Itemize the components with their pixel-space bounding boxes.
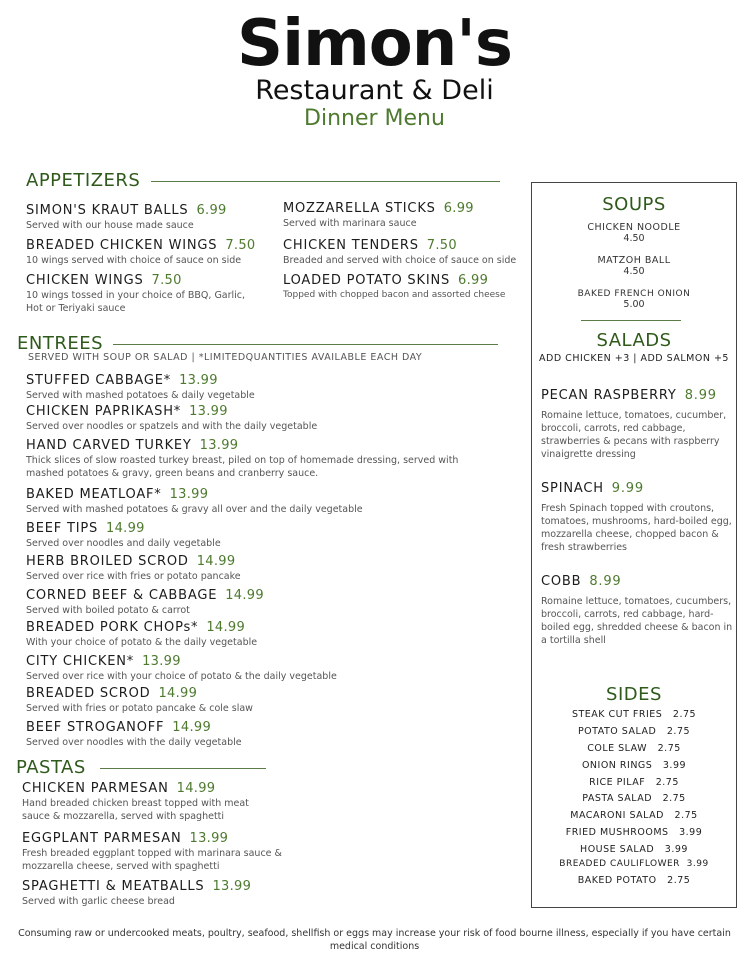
- menu-item: [26, 203, 276, 232]
- soup-item: [531, 255, 737, 277]
- item-price: 14.99: [176, 781, 216, 796]
- restaurant-subtitle: Restaurant & Deli: [255, 75, 494, 106]
- item-price: 9.99: [611, 481, 644, 496]
- item-name: CHICKEN PAPRIKASH*: [26, 404, 182, 419]
- item-name: CHICKEN PARMESAN: [22, 781, 169, 796]
- menu-item: [26, 620, 496, 649]
- item-price: 3.99: [662, 760, 687, 771]
- item-description: 10 wings tossed in your choice of BBQ, Garlic, Hot or Teriyaki sauce: [26, 290, 246, 314]
- menu-item: [26, 238, 276, 267]
- allergy-disclaimer: Consuming raw or undercooked meats, poultry, seafood, shellfish or eggs may increase your risk of food bourne illness, especially if you have certain medical conditions: [18, 928, 731, 952]
- item-price: 13.99: [189, 831, 229, 846]
- menu-item: [26, 720, 496, 749]
- side-item: [531, 875, 737, 886]
- item-price: 13.99: [169, 487, 209, 502]
- item-price: 3.99: [679, 827, 703, 838]
- item-name: CHICKEN WINGS: [26, 273, 144, 288]
- item-name: PASTA SALAD: [582, 793, 653, 804]
- pastas-heading: PASTAS: [16, 757, 86, 778]
- item-name: CITY CHICKEN*: [26, 654, 135, 669]
- menu-item: [22, 879, 322, 908]
- item-description: Thick slices of slow roasted turkey breast, piled on top of homemade dressing, served with mashed potatoes & gravy, green beans and cranberry sauce.: [26, 455, 459, 479]
- item-description: Fresh Spinach topped with croutons, tomatoes, mushrooms, hard-boiled egg, mozzarella cheese, chopped bacon & fresh strawberries: [541, 503, 732, 553]
- side-item: [531, 726, 737, 737]
- item-price: 14.99: [172, 720, 212, 735]
- menu-title: Dinner Menu: [304, 106, 445, 131]
- item-description: With your choice of potato & the daily vegetable: [26, 637, 258, 648]
- soup-item: [531, 289, 737, 310]
- item-price: 3.99: [664, 844, 688, 855]
- item-description: Served with garlic cheese bread: [22, 896, 175, 907]
- item-name: LOADED POTATO SKINS: [283, 273, 451, 288]
- item-price: 14.99: [106, 521, 145, 536]
- menu-item: [26, 373, 496, 402]
- item-name: BEEF TIPS: [26, 521, 99, 536]
- appetizers-heading: APPETIZERS: [26, 170, 141, 191]
- item-price: 5.00: [623, 299, 645, 310]
- item-description: Served over noodles with the daily vegetable: [26, 737, 242, 748]
- menu-item: [283, 201, 533, 230]
- side-item: [531, 793, 737, 804]
- item-description: Served with mashed potatoes & daily vegetable: [26, 390, 255, 401]
- item-description: Hand breaded chicken breast topped with meat sauce & mozzarella, served with spaghetti: [22, 798, 249, 822]
- item-price: 14.99: [158, 686, 198, 701]
- item-name: STUFFED CABBAGE*: [26, 373, 172, 388]
- side-item: [531, 810, 737, 821]
- item-price: 2.75: [662, 793, 686, 804]
- item-name: MOZZARELLA STICKS: [283, 201, 436, 216]
- item-description: Romaine lettuce, tomatoes, cucumbers, broccoli, carrots, red cabbage, hard-boiled egg, shredded cheese & bacon in a tortilla shell: [541, 596, 733, 646]
- item-description: Served with fries or potato pancake & cole slaw: [26, 703, 253, 714]
- item-name: BAKED FRENCH ONION: [577, 289, 691, 299]
- item-name: MATZOH BALL: [597, 255, 671, 266]
- item-price: 4.50: [623, 266, 645, 277]
- item-name: BEEF STROGANOFF: [26, 720, 165, 735]
- menu-item: [541, 388, 733, 461]
- item-price: 8.99: [684, 388, 717, 403]
- soups-heading: SOUPS: [602, 194, 666, 215]
- item-price: 13.99: [199, 438, 239, 453]
- item-price: 2.75: [666, 726, 691, 737]
- item-price: 2.75: [667, 875, 691, 886]
- salads-heading: SALADS: [596, 330, 672, 351]
- item-name: BAKED POTATO: [577, 875, 657, 886]
- item-price: 7.50: [426, 238, 457, 253]
- soup-item: [531, 222, 737, 244]
- item-name: HAND CARVED TURKEY: [26, 438, 192, 453]
- menu-item: [26, 654, 496, 683]
- item-description: Topped with chopped bacon and assorted cheese: [283, 290, 506, 300]
- item-name: BAKED MEATLOAF*: [26, 487, 162, 502]
- item-description: Served with mashed potatoes & gravy all over and the daily vegetable: [26, 504, 363, 515]
- menu-item: [26, 554, 496, 583]
- item-description: Romaine lettuce, tomatoes, cucumber, broccoli, carrots, red cabbage, strawberries & pecans with raspberry vinaigrette dressing: [541, 410, 727, 460]
- side-item: [531, 827, 737, 838]
- sides-heading: SIDES: [606, 684, 662, 705]
- item-price: 14.99: [206, 620, 246, 635]
- item-name: BREADED CAULIFLOWER: [559, 859, 680, 869]
- side-item: [531, 777, 737, 788]
- menu-item: [26, 521, 496, 550]
- item-name: BREADED SCROD: [26, 686, 151, 701]
- menu-item: [22, 781, 272, 823]
- item-name: SPAGHETTI & MEATBALLS: [22, 879, 205, 894]
- item-description: Breaded and served with choice of sauce on side: [283, 255, 517, 266]
- item-name: SIMON'S KRAUT BALLS: [26, 203, 189, 218]
- item-price: 2.75: [657, 743, 681, 754]
- item-description: Served over rice with your choice of potato & the daily vegetable: [26, 671, 337, 682]
- item-description: Served with our house made sauce: [26, 220, 194, 231]
- item-description: Fresh breaded eggplant topped with marinara sauce & mozzarella cheese, served with spaghetti: [22, 848, 282, 872]
- menu-item: [541, 574, 733, 647]
- item-price: 2.75: [655, 777, 679, 788]
- item-name: COLE SLAW: [587, 743, 648, 754]
- side-item: [531, 760, 737, 771]
- item-description: Served with boiled potato & carrot: [26, 605, 190, 616]
- item-price: 13.99: [189, 404, 228, 419]
- pastas-divider: [100, 768, 266, 769]
- item-description: Served over rice with fries or potato pancake: [26, 571, 241, 582]
- item-price: 6.99: [458, 273, 489, 288]
- item-name: BREADED PORK CHOPs*: [26, 620, 199, 635]
- item-name: PECAN RASPBERRY: [541, 388, 677, 403]
- menu-item: [26, 273, 261, 315]
- item-name: COBB: [541, 574, 582, 589]
- item-name: MACARONI SALAD: [570, 810, 664, 821]
- item-price: 2.75: [672, 709, 697, 720]
- item-price: 8.99: [589, 574, 622, 589]
- appetizers-divider: [151, 181, 500, 182]
- menu-item: [26, 686, 496, 715]
- side-item: [531, 844, 737, 855]
- menu-item: [283, 273, 533, 302]
- menu-item: [26, 487, 496, 516]
- item-name: CHICKEN TENDERS: [283, 238, 419, 253]
- item-price: 4.50: [623, 233, 645, 244]
- menu-item: [26, 404, 496, 433]
- item-price: 14.99: [196, 554, 236, 569]
- item-description: Served over noodles or spatzels and with the daily vegetable: [26, 421, 318, 432]
- item-description: 10 wings served with choice of sauce on side: [26, 255, 242, 266]
- item-description: Served with marinara sauce: [283, 218, 417, 229]
- item-price: 3.99: [686, 859, 709, 869]
- item-name: CHICKEN NOODLE: [587, 222, 681, 233]
- item-description: Served over noodles and daily vegetable: [26, 538, 221, 549]
- item-name: HERB BROILED SCROD: [26, 554, 189, 569]
- item-price: 7.50: [151, 273, 182, 288]
- menu-item: [283, 238, 533, 267]
- item-price: 14.99: [225, 588, 264, 603]
- item-name: CORNED BEEF & CABBAGE: [26, 588, 218, 603]
- item-name: BREADED CHICKEN WINGS: [26, 238, 218, 253]
- menu-item: [26, 438, 488, 480]
- side-item: [531, 709, 737, 720]
- item-name: HOUSE SALAD: [580, 844, 655, 855]
- item-price: 13.99: [142, 654, 181, 669]
- entrees-heading: ENTREES: [17, 333, 104, 354]
- item-name: ONION RINGS: [581, 760, 653, 771]
- item-price: 6.99: [443, 201, 474, 216]
- entrees-divider: [113, 344, 498, 345]
- item-name: RICE PILAF: [589, 777, 646, 788]
- restaurant-name: Simon's: [237, 7, 512, 81]
- item-price: 2.75: [674, 810, 698, 821]
- item-name: SPINACH: [541, 481, 604, 496]
- restaurant-header: [0, 6, 749, 132]
- item-price: 7.50: [225, 238, 256, 253]
- salads-addons: ADD CHICKEN +3 | ADD SALMON +5: [539, 353, 729, 364]
- item-name: EGGPLANT PARMESAN: [22, 831, 182, 846]
- item-name: STEAK CUT FRIES: [571, 709, 663, 720]
- side-item: [531, 859, 737, 869]
- item-name: POTATO SALAD: [577, 726, 657, 737]
- soups-divider: [581, 320, 681, 321]
- item-price: 13.99: [212, 879, 252, 894]
- side-item: [531, 743, 737, 754]
- menu-item: [541, 481, 733, 554]
- item-price: 6.99: [196, 203, 227, 218]
- item-name: FRIED MUSHROOMS: [565, 827, 669, 838]
- item-price: 13.99: [179, 373, 218, 388]
- menu-item: [22, 831, 282, 873]
- entrees-note: SERVED WITH SOUP OR SALAD | *LIMITEDQUANTITIES AVAILABLE EACH DAY: [28, 352, 423, 363]
- menu-item: [26, 588, 496, 617]
